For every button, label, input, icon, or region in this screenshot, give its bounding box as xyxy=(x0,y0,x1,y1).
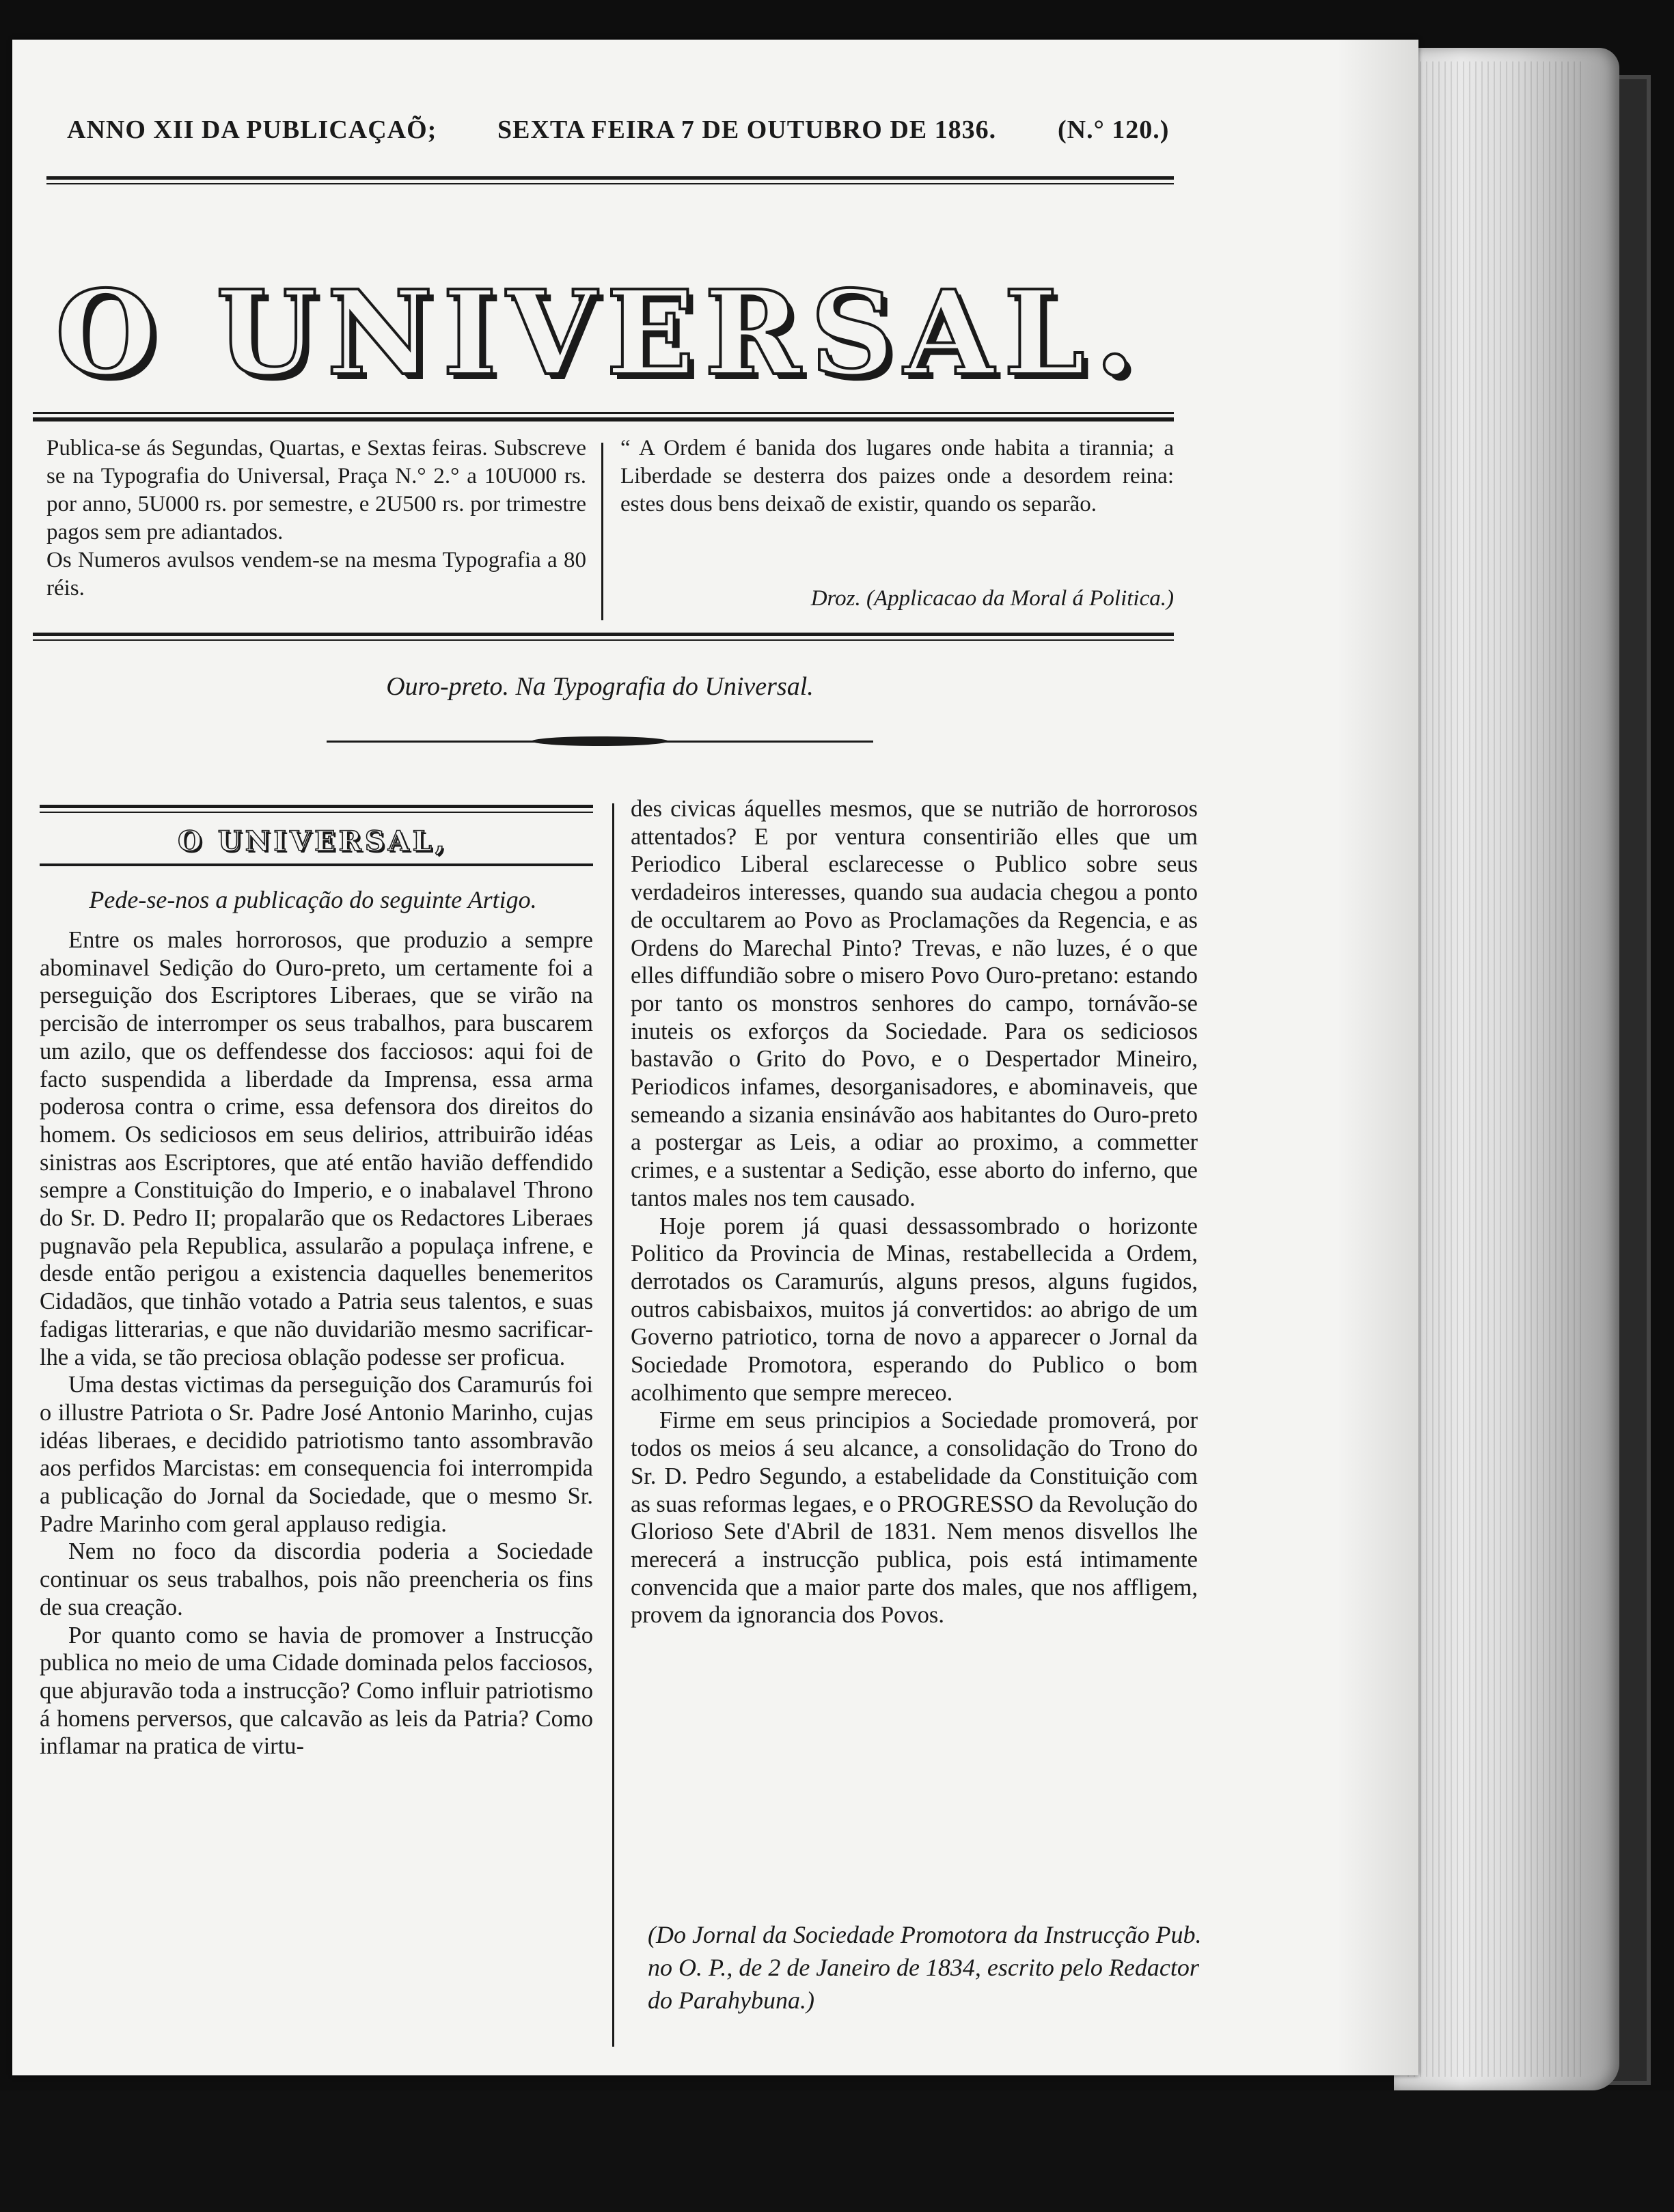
box-divider xyxy=(601,443,603,620)
subscription-box xyxy=(46,434,586,603)
col2-paragraph: Firme em seus principios a Sociedade promoverá, por todos os meios á seu alcance, a consolidação do Trono do Sr. D. Pedro Segundo, a estabelidade da Constituição com as suas reformas legaes, e o PROGRESSO da Revolução do Glorioso Sete d'Abril de 1831. Nem menos disvellos lhe merecerá a instrucção publica, pois está intimamente convencida que a maior parte dos males, que nos affligem, provem da ignorancia dos Povos. xyxy=(631,1407,1198,1629)
epigraph-text: “ A Ordem é banida dos lugares onde habita a tirannia; a Liberdade se desterra dos paizes onde a desordem reina: estes dous bens deixaõ de existir, quando os separão. xyxy=(620,436,1174,516)
col1-paragraph: Nem no foco da discordia poderia a Sociedade continuar os seus trabalhos, pois não preencheria os fins de sua creação. xyxy=(40,1538,593,1620)
header-number: (N.° 120.) xyxy=(1058,115,1170,144)
article-column-1 xyxy=(40,926,593,1760)
masthead-rule-top xyxy=(33,412,1174,414)
col2-paragraph: des civicas áquelles mesmos, que se nutrião de horrorosos attentados? E por ventura consentirião elles que um Periodico Liberal esclarecesse o Publico sobre seus verdadeiros interesses, quando sua audacia chegou a ponto de occultarem ao Povo as Proclamações da Regencia, e as Ordens do Marechal Pinto? Trevas, e não luzes, é o que elles diffundião sobre o misero Povo Ouro-pretano: estando por tanto os monstros senhores do campo, tornávão-se inuteis os exforços da Sociedade. Para os sediciosos bastavão o Grito do Povo, e o Despertador Mineiro, Periodicos infames, desorganisadores, e abominaveis, que semeando a sizania ensinávão aos habitantes do Ouro-preto a postergar as Leis, a odiar ao proximo, a commetter crimes, e a sustentar a Sedição, esse aborto do inferno, que tantos males nos tem causado. xyxy=(631,796,1198,1211)
column-rule-top xyxy=(40,805,593,808)
header-year: ANNO XII DA PUBLICAÇAÕ; xyxy=(67,115,437,144)
article-subtitle: Pede-se-nos a publicação do seguinte Artigo. xyxy=(89,886,537,913)
subscription-single-issue: Os Numeros avulsos vendem-se na mesma Typografia a 80 réis. xyxy=(46,548,586,600)
page-edge-texture xyxy=(1408,61,1585,2077)
masthead-rule-bottom xyxy=(33,417,1174,421)
header-date: SEXTA FEIRA 7 DE OUTUBRO DE 1836. xyxy=(497,115,997,144)
box-rule-bottom xyxy=(33,633,1174,636)
article-source-note: (Do Jornal da Sociedade Promotora da Instrucção Pub. no O. P., de 2 de Janeiro de 1834, escrito pelo Redactor do Parahybuna.) xyxy=(648,1921,1202,2014)
epigraph-author: Droz. (Applicacao da Moral á Politica.) xyxy=(810,586,1174,611)
newspaper-page xyxy=(12,40,1418,2075)
header-rule xyxy=(46,176,1174,180)
masthead-title: O UNIVERSAL. xyxy=(55,265,1145,402)
col1-paragraph: Uma destas victimas da perseguição dos Caramurús foi o illustre Patriota o Sr. Padre José Antonio Marinho, cujas idéas liberaes, e decidido patriotismo tanto assombravão aos perfidos Marcistas: em consequencia foi interrompida a publicação do Jornal da Sociedade, que o mesmo Sr. Padre Marinho com geral applauso redigia. xyxy=(40,1372,593,1537)
article-column-2 xyxy=(631,795,1198,1629)
section-title: O UNIVERSAL, xyxy=(178,825,448,857)
section-title-rule xyxy=(40,863,593,866)
imprint-line: Ouro-preto. Na Typografia do Universal. xyxy=(386,672,814,701)
ornament-flourish xyxy=(532,736,668,746)
header-rule-thin xyxy=(46,183,1174,184)
subscription-terms: Publica-se ás Segundas, Quartas, e Sextas feiras. Subscreve se na Typografia do Universal, Praça N.° 2.° a 10U000 rs. por anno, 5U000 rs. por semestre, e 2U500 rs. por trimestre pagos sem pre adiantados. xyxy=(46,436,586,544)
column-divider xyxy=(612,803,614,2047)
box-rule-bottom-thin xyxy=(33,639,1174,641)
epigraph-box xyxy=(620,434,1174,519)
scanner-bed xyxy=(0,2090,1674,2212)
col1-paragraph: Entre os males horrorosos, que produzio a sempre abominavel Sedição do Ouro-preto, um certamente foi a perseguição dos Escriptores Liberaes, que se virão na percisão de interromper os seus trabalhos, para buscarem um azilo, que os deffendesse dos facciosos: aqui foi de facto suspendida a liberdade da Imprensa, essa arma poderosa contra o crime, essa defensora dos direitos do homem. Os sediciosos em seus delirios, attribuirão idéas sinistras aos Escriptores, que até então havião deffendido sempre a Constituição do Imperio, e o inabalavel Throno do Sr. D. Pedro II; propalarão que os Redactores Liberaes pugnavão pela Republica, assularão a populaça infrene, e desde então perigou a existencia daquelles benemeritos Cidadãos, que tinhão votado a Patria seus talentos, e suas fadigas litterarias, e que não duvidarião mesmo sacrificar-lhe a vida, se tão preciosa oblação podesse ser proficua. xyxy=(40,927,593,1370)
column-rule-top-thin xyxy=(40,812,593,813)
col2-paragraph: Hoje porem já quasi dessassombrado o horizonte Politico da Provincia de Minas, restabellecida a Ordem, derrotados os Caramurús, alguns presos, alguns fugidos, outros cabisbaixos, muitos já convertidos: ao abrigo de um Governo patriotico, torna de novo a apparecer o Jornal da Sociedade Promotora, esperando do Publico o bom acolhimento que sempre mereceo. xyxy=(631,1213,1198,1406)
col1-paragraph: Por quanto como se havia de promover a Instrucção publica no meio de uma Cidade dominada pelos facciosos, que abjuravão toda a instrucção? Como influir patriotismo á homens perversos, que calcavão as leis da Patria? Como inflamar na pratica de virtu- xyxy=(40,1622,593,1760)
